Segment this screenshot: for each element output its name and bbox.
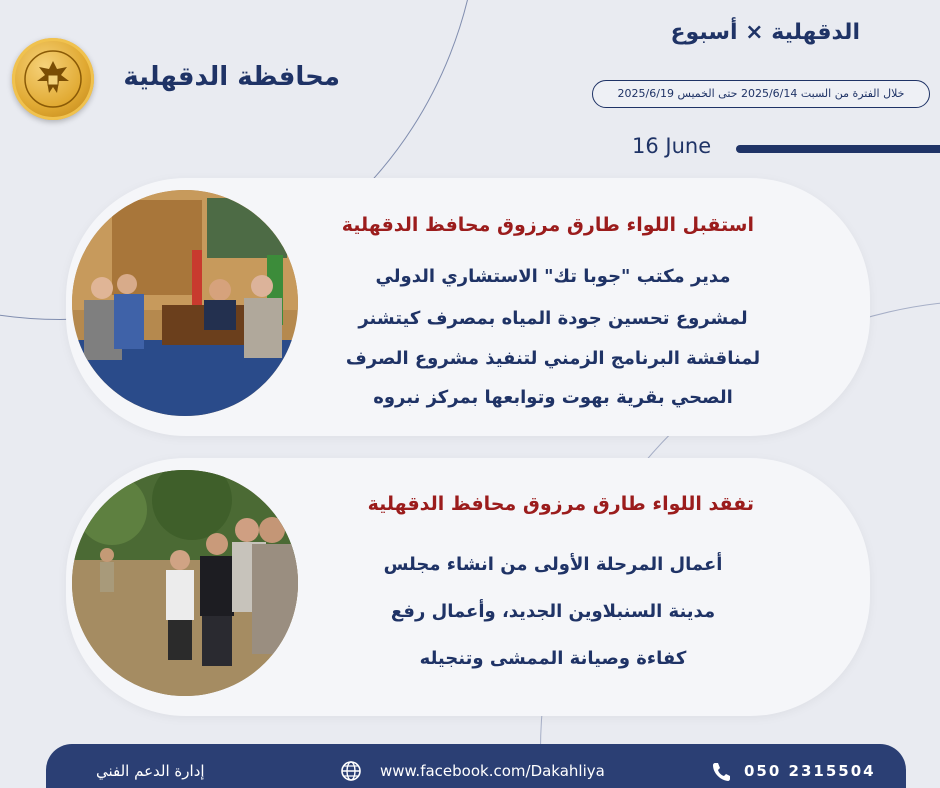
week-title: الدقهلية × أسبوع xyxy=(670,20,860,45)
card-text-line: لمشروع تحسين جودة المياه بمصرف كيتشنر xyxy=(358,308,748,329)
period-badge: خلال الفترة من السبت 2025/6/14 حتى الخميس 2025/6/19 xyxy=(592,80,930,108)
phone-icon xyxy=(710,760,732,786)
card-heading: استقبل اللواء طارق مرزوق محافظ الدقهلية xyxy=(341,214,754,236)
phone-number: 050 2315504 xyxy=(744,762,876,780)
inspection-photo xyxy=(72,470,298,696)
facebook-link[interactable]: www.facebook.com/Dakahliya xyxy=(380,762,605,780)
card-text-line: أعمال المرحلة الأولى من انشاء مجلس xyxy=(383,554,723,575)
governorate-logo xyxy=(12,38,94,120)
card-text-line: الصحي بقرية بهوت وتوابعها بمركز نبروه xyxy=(373,387,733,408)
card-text-line: مدينة السنبلاوين الجديد، وأعمال رفع xyxy=(390,601,716,622)
date-label: 16 June xyxy=(632,134,712,158)
governorate-name: محافظة الدقهلية xyxy=(123,62,340,92)
globe-icon xyxy=(340,760,362,786)
date-underline xyxy=(736,145,940,153)
department-label: إدارة الدعم الفني xyxy=(96,762,205,780)
card-text-line: كفاءة وصيانة الممشى وتنجيله xyxy=(419,648,687,669)
card-text-line: مدير مكتب "جوبا تك" الاستشاري الدولي xyxy=(375,266,731,287)
meeting-photo xyxy=(72,190,298,416)
card-text-line: لمناقشة البرنامج الزمني لتنفيذ مشروع الصرف xyxy=(345,348,761,369)
eagle-emblem-icon xyxy=(23,49,83,109)
card-heading: تفقد اللواء طارق مرزوق محافظ الدقهلية xyxy=(367,493,754,515)
